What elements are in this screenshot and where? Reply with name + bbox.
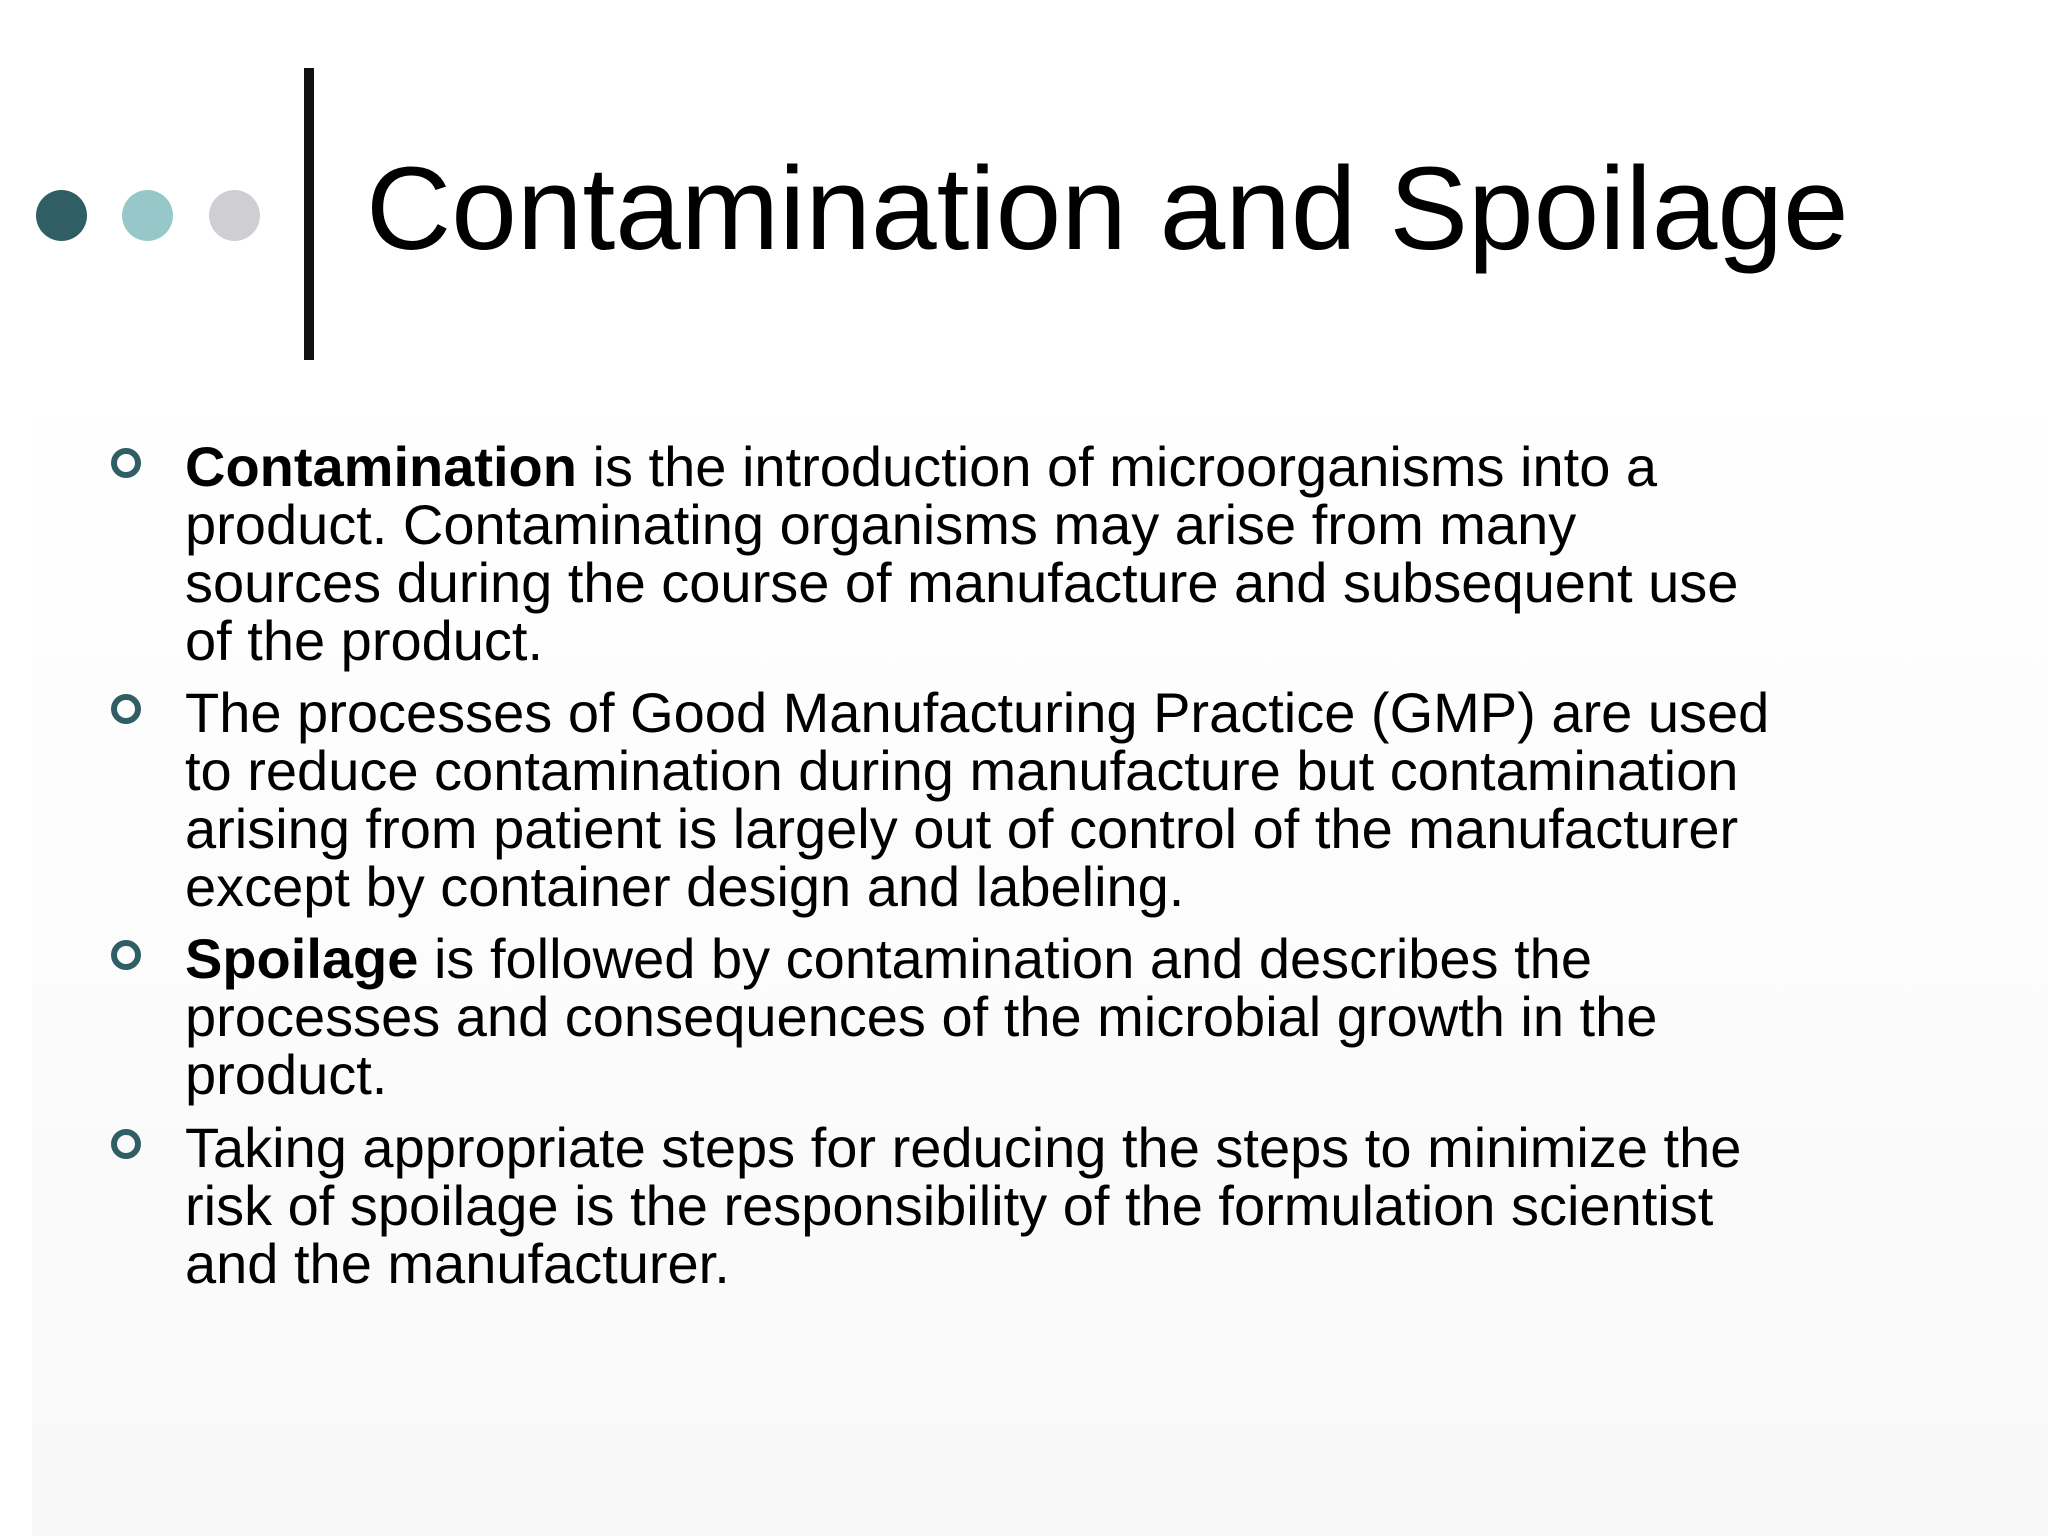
bullet-line-text: except by container design and labeling. xyxy=(185,855,1185,918)
bullet-ring-icon xyxy=(111,940,141,970)
decor-dot-gray xyxy=(209,190,260,241)
bullet-line-text: arising from patient is largely out of control of the manufacturer xyxy=(185,797,1739,860)
bullet-line xyxy=(185,1043,1945,1106)
bullet-term: Spoilage xyxy=(185,927,419,990)
bullet-ring-icon xyxy=(111,448,141,478)
bullet-line-text: sources during the course of manufacture and subsequent use xyxy=(185,551,1739,614)
bullet-line xyxy=(185,855,1945,918)
decorative-dots xyxy=(36,190,266,242)
bullet-line xyxy=(185,551,1945,614)
bullet-ring-icon xyxy=(111,1129,141,1159)
bullet-line-text: risk of spoilage is the responsibility of the formulation scientist xyxy=(185,1174,1714,1237)
bullet-line-text: and the manufacturer. xyxy=(185,1232,730,1295)
bullet-line xyxy=(185,927,1945,990)
bullet-text xyxy=(185,1116,1945,1295)
decor-dot-teal xyxy=(122,190,173,241)
bullet-line-text: The processes of Good Manufacturing Practice (GMP) are used xyxy=(185,681,1770,744)
bullet-line xyxy=(185,1174,1945,1237)
bullet-line xyxy=(185,493,1945,556)
bullet-line-text: is followed by contamination and describes the xyxy=(418,927,1592,990)
decor-dot-dark xyxy=(36,190,87,241)
bullet-line-text: Taking appropriate steps for reducing the steps to minimize the xyxy=(185,1116,1742,1179)
bullet-line-text: to reduce contamination during manufacture but contamination xyxy=(185,739,1739,802)
bullet-line-text: product. xyxy=(185,1043,388,1106)
title-divider xyxy=(304,68,314,360)
bullet-term: Contamination xyxy=(185,435,577,498)
bullet-line xyxy=(185,797,1945,860)
bullet-text xyxy=(185,927,1945,1106)
bullet-line xyxy=(185,435,1945,498)
bullet-line xyxy=(185,609,1945,672)
bullet-line-text: is the introduction of microorganisms into a xyxy=(576,435,1658,498)
bullet-line xyxy=(185,1116,1945,1179)
bullet-line-text: of the product. xyxy=(185,609,544,672)
bullet-line xyxy=(185,739,1945,802)
bullet-line-text: processes and consequences of the microbial growth in the xyxy=(185,985,1658,1048)
bullet-ring-icon xyxy=(111,694,141,724)
bullet-text xyxy=(185,435,1945,672)
bullet-text xyxy=(185,681,1945,918)
bullet-line-text: product. Contaminating organisms may arise from many xyxy=(185,493,1577,556)
bullet-line xyxy=(185,985,1945,1048)
bullet-line xyxy=(185,681,1945,744)
bullet-line xyxy=(185,1232,1945,1295)
slide-title: Contamination and Spoilage xyxy=(366,143,1849,275)
